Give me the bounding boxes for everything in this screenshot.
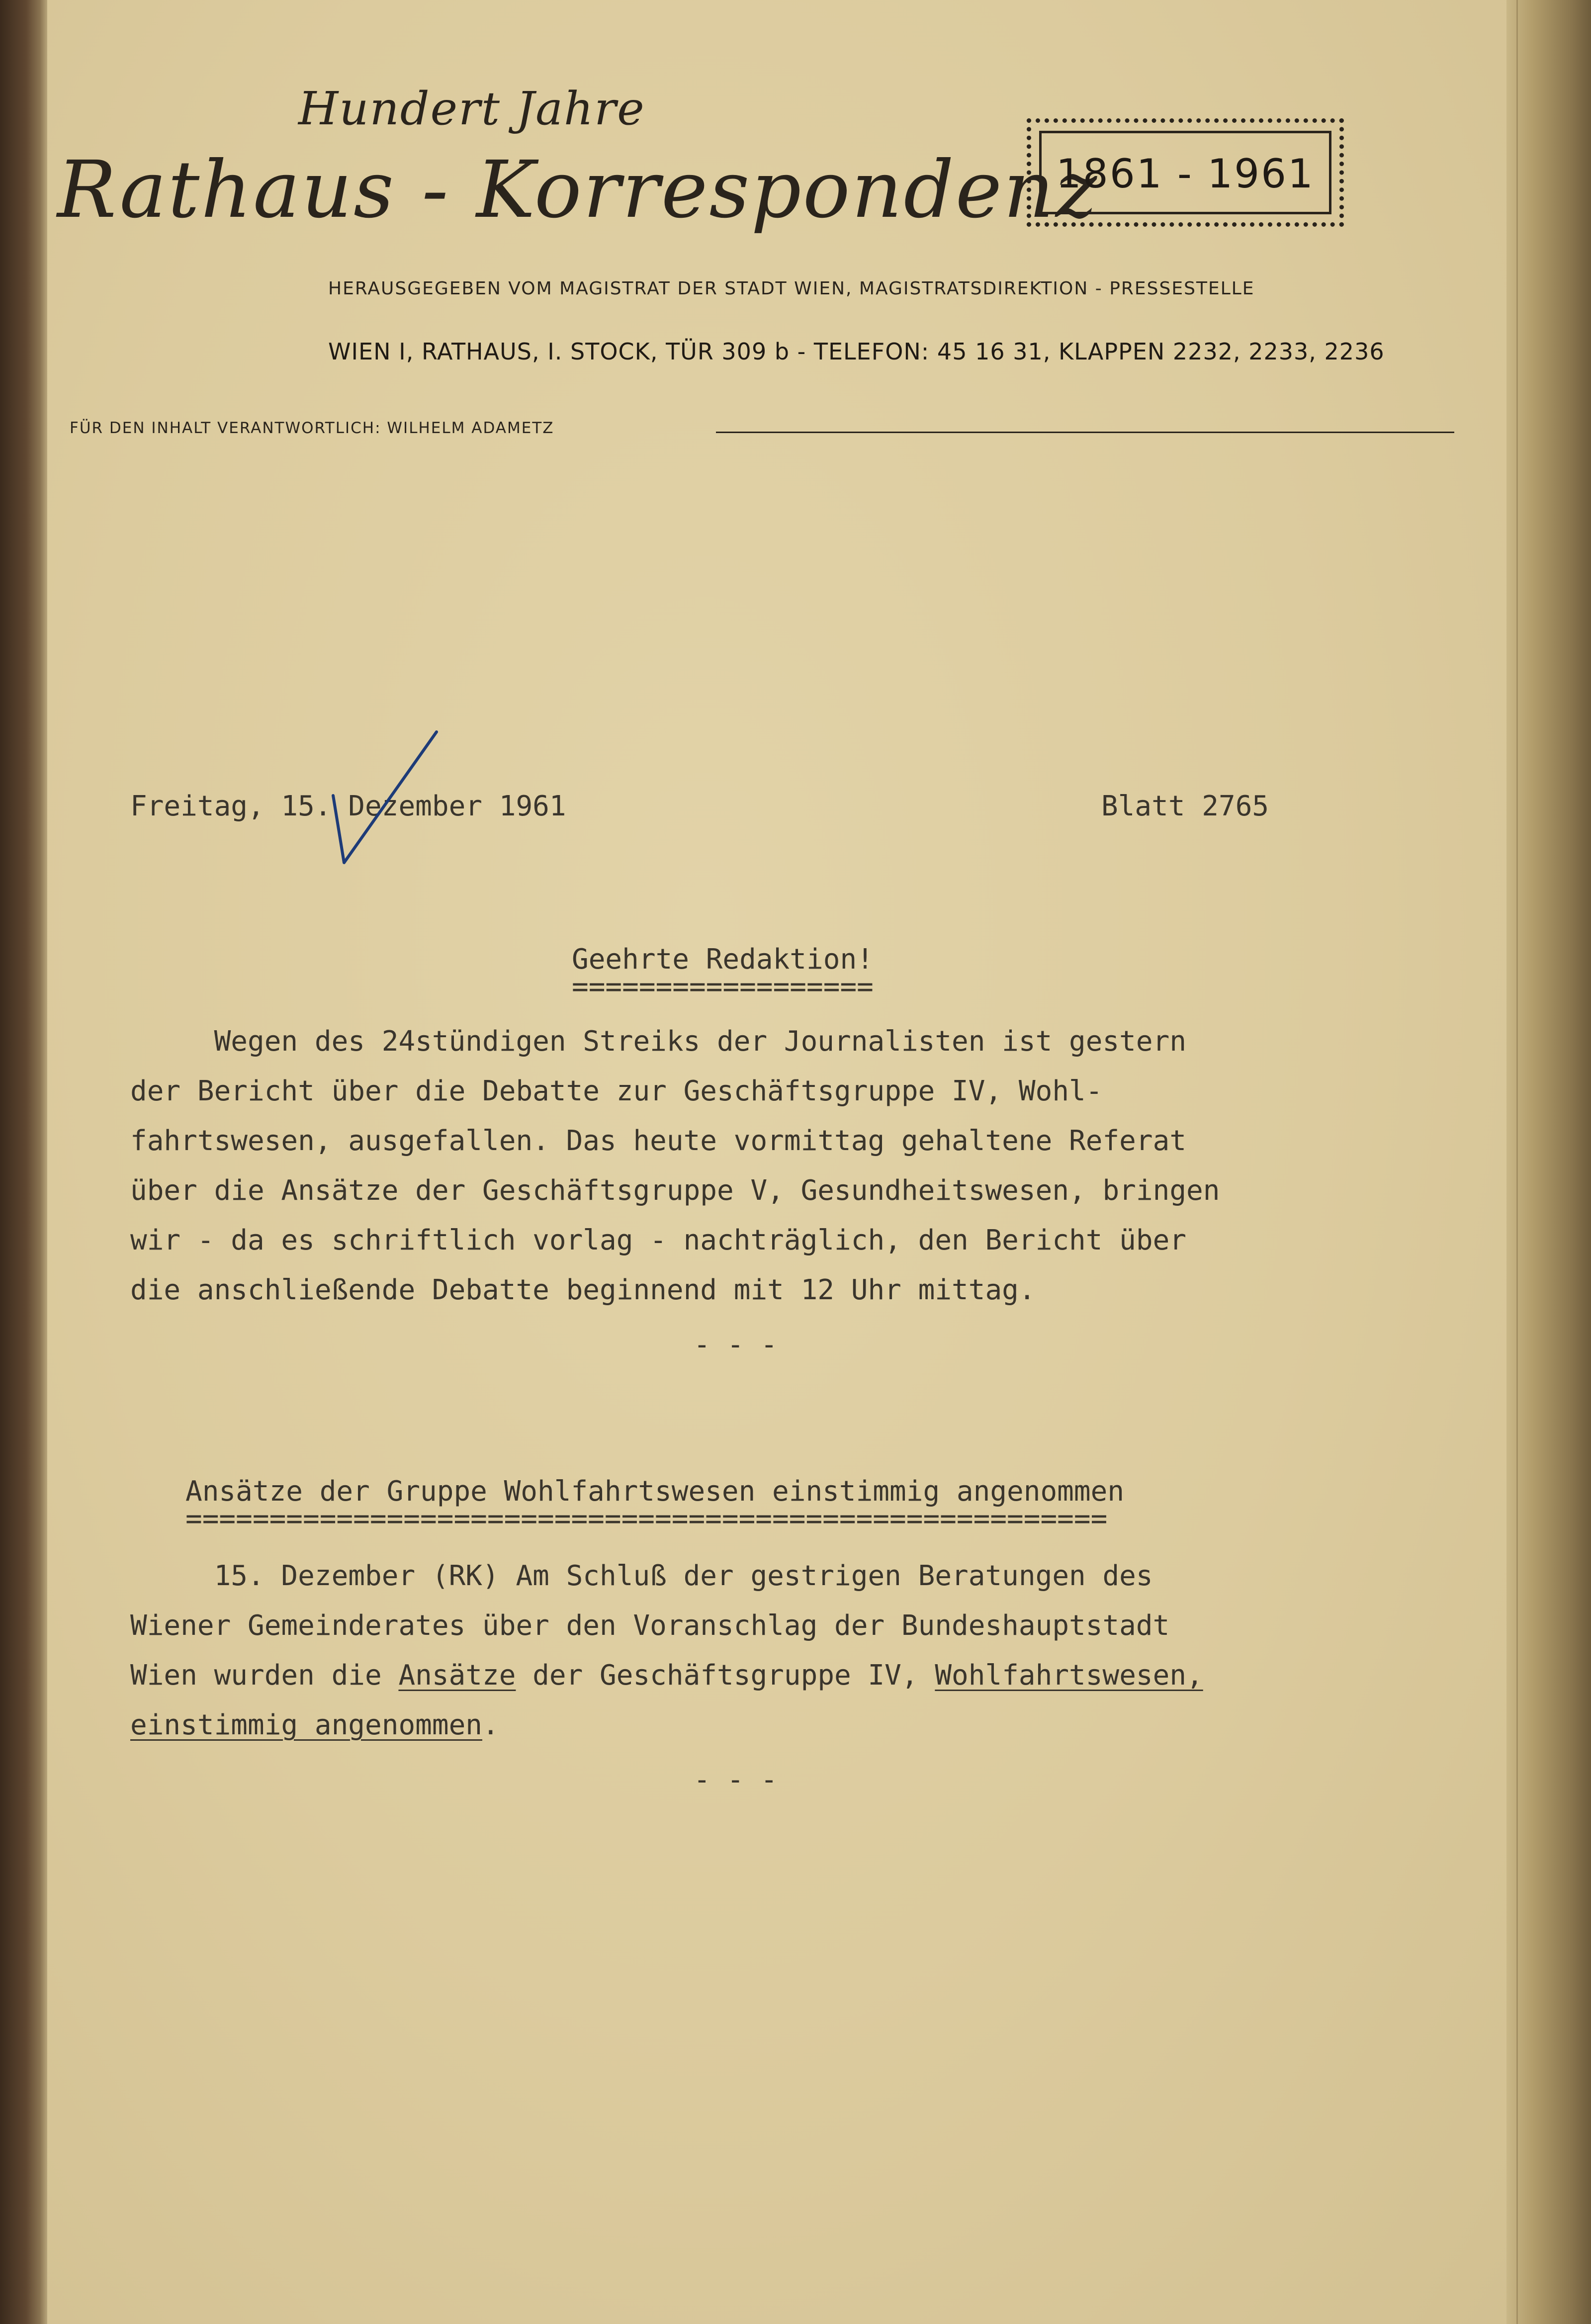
intro-line: über die Ansätze der Geschäftsgruppe V, Gesundheitswesen, bringen: [130, 1174, 1220, 1207]
intro-line: die anschließende Debatte beginnend mit 12 Uhr mittag.: [130, 1274, 1036, 1306]
publisher-line: HERAUSGEGEBEN VOM MAGISTRAT DER STADT WIEN, MAGISTRATSDIREKTION - PRESSESTELLE: [328, 278, 1255, 299]
masthead-title: Rathaus - Korrespondenz: [57, 144, 1099, 236]
salutation: Geehrte Redaktion!: [572, 943, 874, 976]
article-line: [130, 1651, 1203, 1700]
article-line: Wiener Gemeinderates über den Voranschlag der Bundeshauptstadt: [130, 1609, 1170, 1642]
intro-line: wir - da es schriftlich vorlag - nachträglich, den Bericht über: [130, 1224, 1187, 1256]
salutation-underline: ==================: [572, 971, 874, 1003]
binder-right-edge: [1506, 0, 1591, 2324]
date-line: Freitag, 15. Dezember 1961: [130, 790, 566, 822]
underlined-text: Ansätze: [398, 1659, 516, 1692]
article-text: Wien wurden die: [130, 1659, 399, 1692]
header-rule: [716, 432, 1454, 433]
article-headline: Ansätze der Gruppe Wohlfahrtswesen einstimmig angenommen: [185, 1475, 1125, 1508]
handwritten-check-icon: [323, 726, 442, 885]
separator: - - -: [694, 1329, 778, 1361]
intro-paragraph: [130, 1017, 1220, 1315]
article-line: [130, 1700, 1203, 1750]
separator: - - -: [694, 1764, 778, 1796]
article-text: .: [482, 1709, 499, 1741]
intro-line: Wegen des 24stündigen Streiks der Journalisten ist gestern: [130, 1025, 1187, 1058]
sheet-number: Blatt 2765: [1101, 790, 1269, 822]
underlined-text: einstimmig angenommen: [130, 1709, 483, 1741]
intro-line: fahrtswesen, ausgefallen. Das heute vormittag gehaltene Referat: [130, 1125, 1187, 1157]
article-paragraph: [130, 1551, 1203, 1750]
article-text: der Geschäftsgruppe IV,: [516, 1659, 935, 1692]
responsible-line: FÜR DEN INHALT VERANTWORTLICH: WILHELM ADAMETZ: [70, 419, 554, 437]
headline-underline: =======================================================: [185, 1503, 1108, 1535]
address-line: WIEN I, RATHAUS, I. STOCK, TÜR 309 b - TELEFON: 45 16 31, KLAPPEN 2232, 2233, 2236: [328, 338, 1385, 365]
year-range: 1861 - 1961: [1056, 151, 1315, 197]
underlined-text: Wohlfahrtswesen,: [935, 1659, 1203, 1692]
masthead-subtitle: Hundert Jahre: [298, 82, 645, 135]
intro-line: der Bericht über die Debatte zur Geschäftsgruppe IV, Wohl-: [130, 1075, 1103, 1107]
year-box: [1027, 118, 1344, 227]
article-line: 15. Dezember (RK) Am Schluß der gestrigen Beratungen des: [130, 1560, 1153, 1592]
binder-left-edge: [0, 0, 47, 2324]
